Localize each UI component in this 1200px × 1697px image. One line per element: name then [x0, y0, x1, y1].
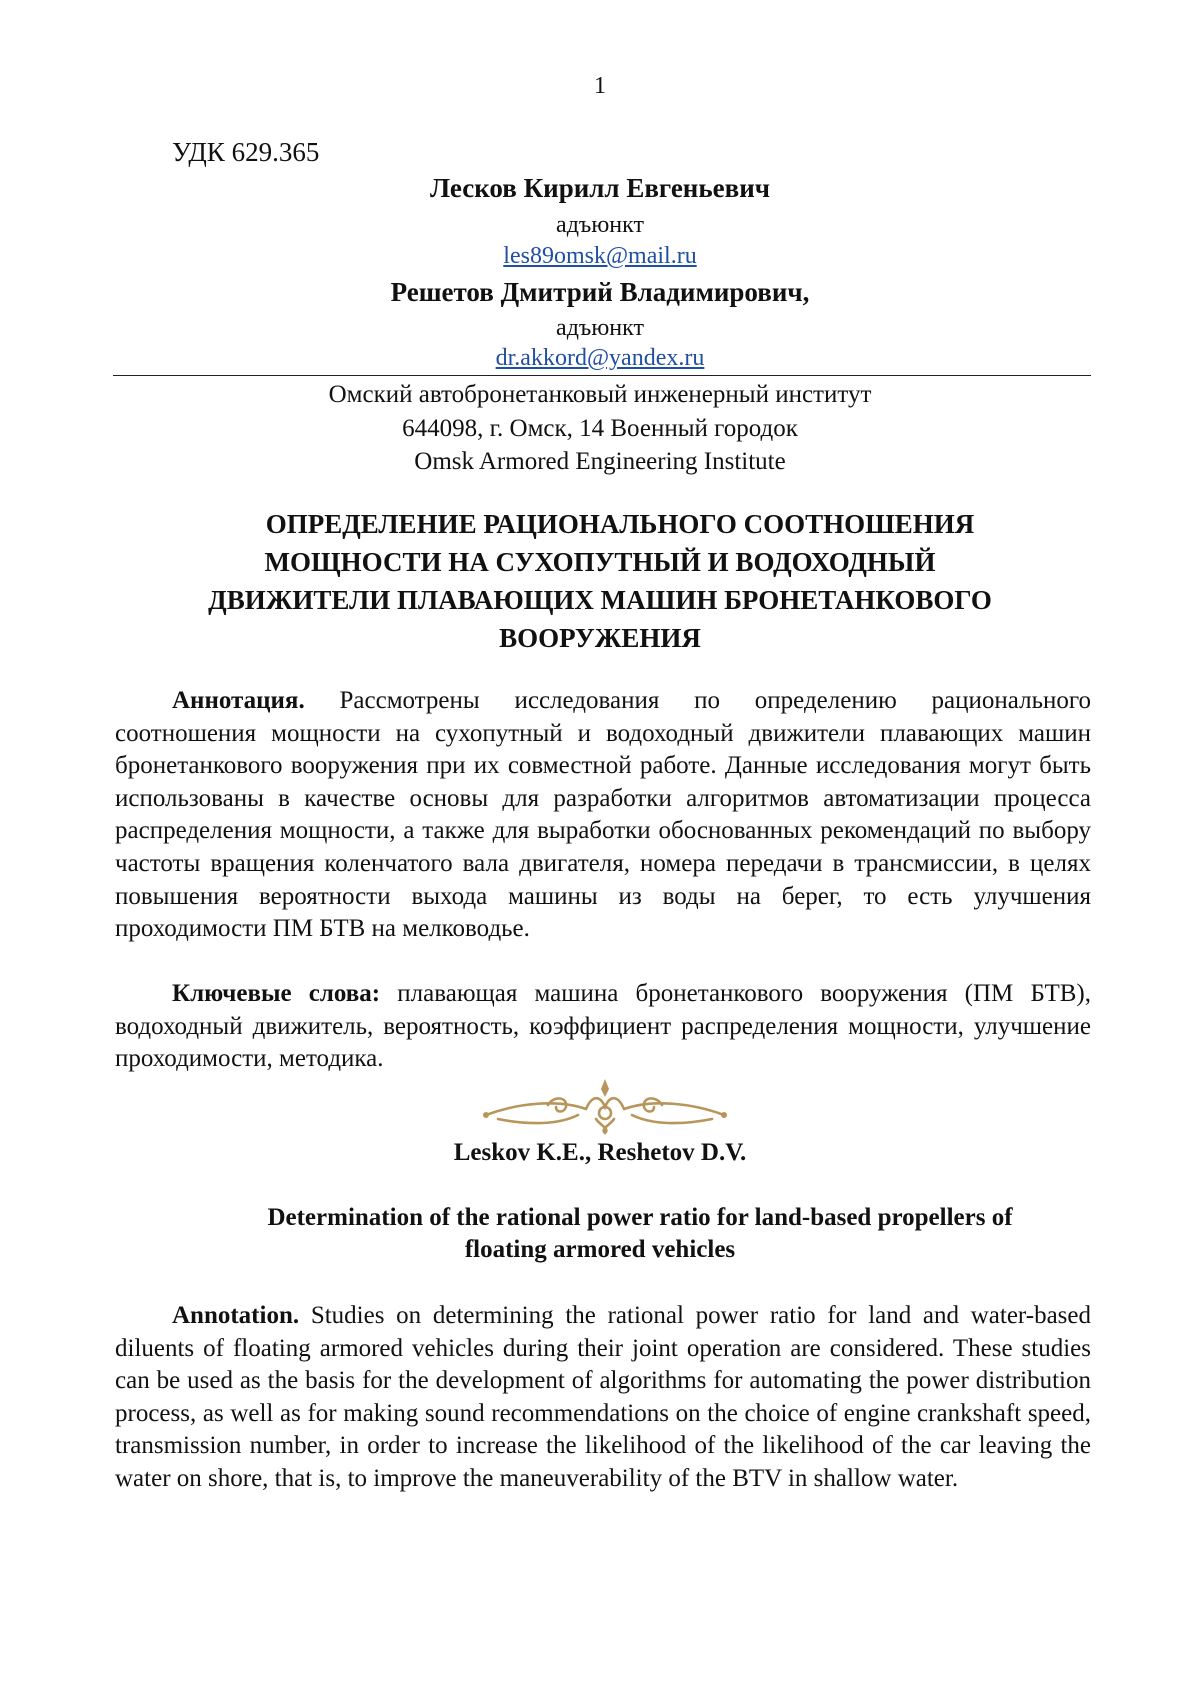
- abstract-en-label: Annotation.: [172, 1302, 300, 1329]
- affiliation-address: 644098, г. Омск, 14 Военный городок: [402, 415, 798, 442]
- title-ru-line-1: ОПРЕДЕЛЕНИЕ РАЦИОНАЛЬНОГО СООТНОШЕНИЯ: [265, 509, 975, 539]
- keywords-ru: [115, 978, 1091, 1076]
- abstract-en-text: Studies on determining the rational power ratio for land and water-based diluents of floating armored vehicles during their joint operation are considered. These studies can be used as the basis for the development of algorithms for automating the power distribution process, as well as for making sound recommendations on the choice of engine crankshaft speed, transmission number, in order to increase the likelihood of the likelihood of the car leaving the water on shore, that is, to improve the maneuverability of the BTV in shallow water.: [115, 1302, 1091, 1492]
- title-en-line-2: floating armored vehicles: [464, 1236, 736, 1263]
- abstract-ru: [115, 685, 1091, 946]
- title-ru-line-4: ВООРУЖЕНИЯ: [499, 623, 701, 653]
- title-ru-line-3: ДВИЖИТЕЛИ ПЛАВАЮЩИХ МАШИН БРОНЕТАНКОВОГО: [208, 585, 992, 615]
- affiliation-institute: Омский автобронетанковый инженерный институт: [328, 381, 872, 408]
- abstract-en: [115, 1300, 1091, 1496]
- author-2-name: Решетов Дмитрий Владимирович,: [390, 277, 810, 307]
- title-en-line-1: Determination of the rational power ratio for land-based propellers of: [267, 1204, 1013, 1231]
- author-2-position: адъюнкт: [556, 315, 644, 341]
- abstract-ru-label: Аннотация.: [172, 687, 305, 714]
- udk-code: УДК 629.365: [172, 137, 320, 167]
- author-1-name: Лесков Кирилл Евгеньевич: [429, 173, 770, 203]
- page-number: 1: [594, 73, 606, 99]
- abstract-ru-text: Рассмотрены исследования по определению рационального соотношения мощности на сухопутный и водоходный движители плавающих машин бронетанкового вооружения при их совместной работе. Данные исследования могут быть использованы в качестве основы для разработки алгоритмов автоматизации процесса распределения мощности, а также для выработки обоснованных рекомендаций по выбору частоты вращения коленчатого вала двигателя, номера передачи в трансмиссии, в целях повышения вероятности выхода машины из воды на берег, то есть улучшения проходимости ПМ БТВ на мелководье.: [115, 687, 1091, 943]
- header-divider-line: [113, 375, 1091, 376]
- author-1-position: адъюнкт: [556, 212, 644, 238]
- affiliation-english: Omsk Armored Engineering Institute: [414, 448, 786, 475]
- keywords-ru-text: плавающая машина бронетанкового вооружения (ПМ БТВ), водоходный движитель, вероятность, коэффициент распределения мощности, улучшение проходимости, методика.: [115, 980, 1091, 1073]
- keywords-ru-label: Ключевые слова:: [172, 980, 381, 1007]
- author-1-email-link[interactable]: les89omsk@mail.ru: [503, 243, 697, 269]
- author-2-email-link[interactable]: dr.akkord@yandex.ru: [495, 345, 705, 371]
- authors-english: Leskov K.E., Reshetov D.V.: [453, 1139, 747, 1166]
- ornamental-divider-icon: [478, 1075, 732, 1135]
- title-ru-line-2: МОЩНОСТИ НА СУХОПУТНЫЙ И ВОДОХОДНЫЙ: [264, 547, 936, 577]
